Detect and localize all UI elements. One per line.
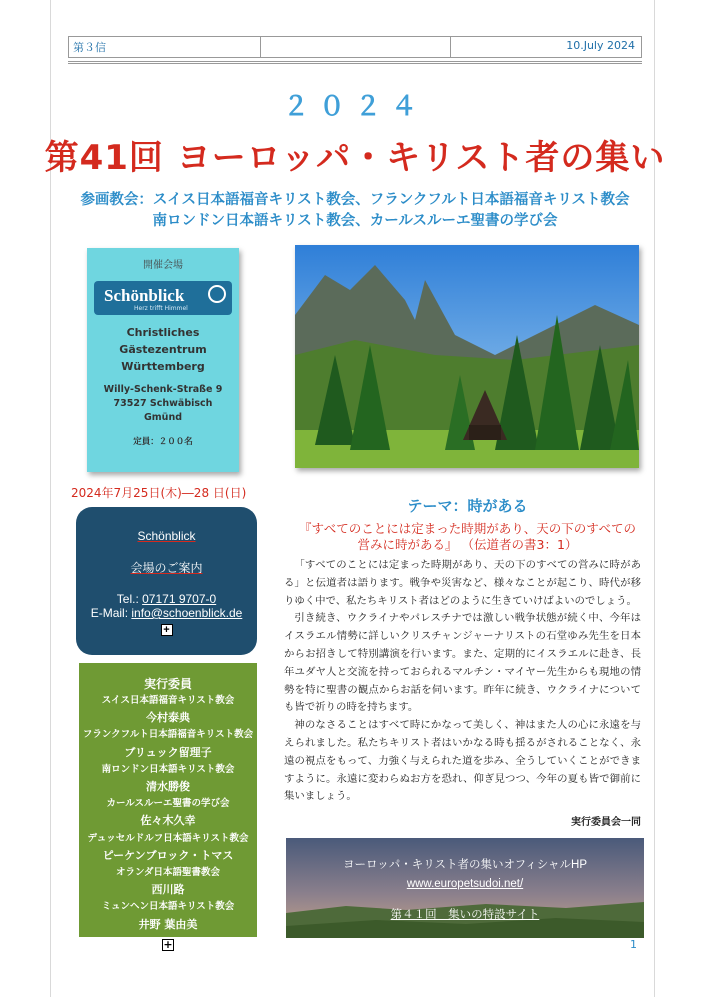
issue-date: 10.July 2024 [566, 39, 635, 52]
expand-plus-icon[interactable]: + [163, 937, 173, 951]
committee-church: 南ロンドン日本語キリスト教会 [101, 763, 235, 775]
logo-text: Schönblick [104, 286, 185, 305]
venue-name [87, 324, 239, 375]
expand-plus-icon[interactable]: + [161, 624, 173, 636]
committee-box [79, 663, 257, 951]
page-number: 1 [630, 938, 637, 951]
venue-info-card [76, 507, 257, 655]
committee-list [79, 692, 257, 933]
year-heading: ２０２４ [282, 92, 427, 122]
header-table [68, 36, 642, 58]
committee-member: 今村泰典 [146, 711, 190, 725]
page-title: 第41回 ヨーロッパ・キリスト者の集い [44, 138, 666, 178]
event-dates: 2024年7月25日(木)―28 日(日) [71, 486, 247, 500]
theme-heading: テーマ：時がある [407, 499, 528, 515]
scripture-quote [285, 521, 650, 553]
official-hp-banner[interactable] [286, 838, 644, 938]
mountain-chapel-photo [295, 245, 639, 468]
venue-address-line-1: Willy-Schenk-Straße 9 [103, 384, 223, 395]
venue-address-line-2: 73527 Schwäbisch [113, 398, 213, 409]
email-link[interactable]: info@schoenblick.de [131, 606, 243, 620]
committee-church: ミュンヘン日本語キリスト教会 [101, 901, 235, 913]
committee-church: フランクフルト日本語福音キリスト教会 [82, 729, 254, 741]
venue-address-line-3: Gmünd [143, 412, 183, 423]
body-text [284, 557, 641, 806]
logo-tagline: Herz trifft Himmel [134, 305, 188, 312]
phone-label: Tel.: [116, 592, 143, 606]
venue-name-line-2: Gästezentrum [119, 343, 207, 356]
committee-member: 西川路 [151, 883, 185, 897]
signature: 実行委員会一同 [571, 817, 641, 828]
header-rule [68, 61, 642, 64]
venue-capacity: 定員：２００名 [133, 437, 193, 447]
venue-link[interactable]: Schönblick [137, 529, 196, 543]
schoenblick-logo [94, 281, 232, 315]
participating-churches [0, 190, 710, 232]
logo-mark-icon [208, 285, 226, 303]
venue-phone [76, 592, 257, 606]
committee-church: オランダ日本語聖書教会 [115, 867, 221, 879]
committee-member: 佐々木久幸 [140, 814, 196, 828]
committee-title: 実行委員 [143, 677, 192, 691]
committee-member: ピーケンブロック・トマス [102, 848, 234, 862]
committee-church: デュッセルドルフ日本語キリスト教会 [87, 832, 249, 844]
quote-line-1: 『すべてのことには定まった時期があり、天の下のすべての [298, 521, 636, 536]
committee-church: スイス日本語福音キリスト教会 [101, 695, 235, 706]
banner-text [286, 838, 644, 922]
phone-link[interactable]: 07171 9707-0 [142, 592, 217, 606]
venue-email [76, 606, 257, 620]
venue-name-line-1: Christliches [126, 326, 200, 339]
venue-card [87, 248, 239, 472]
body-paragraph-1: 「すべてのことには定まった時期があり、天の下のすべての営みに時がある」と伝道者は語ります。戦争や災害など、様々なことが起こり、時代が移りゆく中で、私たちキリスト者はどのように生きていけばよいのでしょう。 [284, 559, 641, 607]
issue-number: 第３信 [69, 37, 261, 57]
venue-guide-link[interactable]: 会場のご案内 [130, 561, 203, 575]
special-site-link[interactable]: 第４１回 集いの特設サイト [390, 909, 540, 921]
churches-line-1: 参画教会：スイス日本語福音キリスト教会、フランクフルト日本語福音キリスト教会 [80, 192, 630, 208]
venue-label: 開催会場 [143, 260, 183, 271]
body-paragraph-2: 引き続き、ウクライナやパレスチナでは激しい戦争状態が続く中、今年はイスラエル情勢に詳しいクリスチャンジャーナリストの石堂ゆみ先生を日本からお招きして特別講演を行います。また、定期的にイスラエルに赴き、長年ユダヤ人と交流を持っておられるマルチン・マイヤー先生からも現地の情勢を特に聖書の観点からお話を伺います。昨年に続き、ウクライナについても皆で祈りの時を持ちます。 [284, 612, 641, 714]
committee-member: 清水勝俊 [146, 780, 190, 794]
body-paragraph-3: 神のなさることはすべて時にかなって美しく、神はまた人の心に永遠を与えられました。私たちキリスト者はいかなる時も揺るがされることなく、永遠の視点をもって、力強く与えられた道を歩み、全うしていくことができますように。永遠に変わらぬお方を恐れ、仰ぎ見つつ、今年の夏も皆で御前に集いましょう。 [284, 719, 641, 803]
committee-member: ブリュック留理子 [124, 745, 212, 759]
header-empty-cell [261, 37, 451, 57]
mountain-chapel-image [295, 245, 639, 468]
committee-church: カールスルーエ聖書の学び会 [106, 798, 230, 810]
banner-title: ヨーロッパ・キリスト者の集いオフィシャルHP [342, 859, 588, 871]
churches-line-2: 南ロンドン日本語キリスト教会、カールスルーエ聖書の学び会 [152, 213, 558, 229]
email-label: E-Mail: [90, 606, 132, 620]
venue-address [87, 383, 239, 425]
committee-member: 井野 葉由美 [138, 917, 198, 931]
official-hp-link[interactable]: www.europetsudoi.net/ [406, 878, 524, 890]
quote-line-2: 営みに時がある』 （伝道者の書3：1） [357, 537, 578, 552]
venue-name-line-3: Württemberg [121, 360, 205, 373]
